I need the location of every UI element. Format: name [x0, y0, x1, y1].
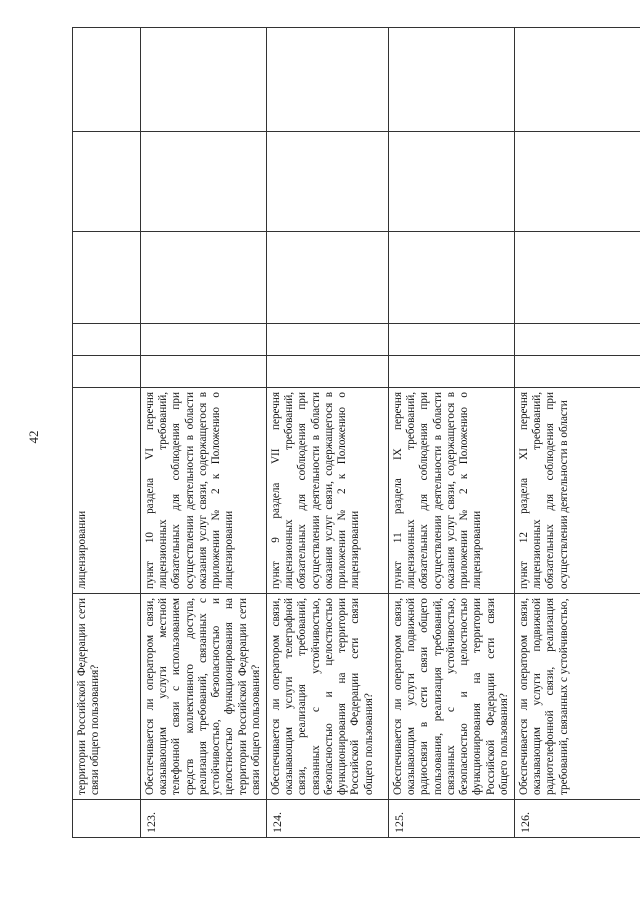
remarks-cell [266, 132, 388, 232]
question-cell: Обеспечивается ли оператором связи, оказывающим услуги подвижной радиосвязи в сети связи общего пользования, реализация требований, связанных с устойчивостью, безопасностью и целостностью функционирования на территории Российской Федерации сети связи общего пользования? [388, 594, 514, 800]
answer-no-cell [73, 324, 141, 356]
table-row [388, 28, 514, 838]
remarks-cell [514, 132, 640, 232]
reference-cell: пункт 12 раздела XI перечня лицензионных требований, обязательных для соблюдения при осуществлении деятельности в области [514, 388, 640, 594]
row-number: 126. [514, 800, 640, 838]
page-number: 42 [26, 430, 41, 444]
reference-cell: пункт 11 раздела IX перечня лицензионных требований, обязательных для соблюдения при осуществлении деятельности в области оказания услуг связи, содержащегося в приложении № 2 к Положению о лицензировании [388, 388, 514, 594]
answer-no-cell [266, 324, 388, 356]
answer-yes-cell [514, 356, 640, 388]
remarks-cell [141, 132, 267, 232]
notes-cell [266, 28, 388, 132]
table-row [266, 28, 388, 838]
notes-cell [388, 28, 514, 132]
row-number: 123. [141, 800, 267, 838]
answer-yes-cell [388, 356, 514, 388]
table-row [141, 28, 267, 838]
question-cell: Обеспечивается ли оператором связи, оказывающим услуги местной телефонной связи с использованием средств коллективного доступа, реализация требований, связанных с устойчивостью, безопасностью и целостностью функционирования на территории Российской Федерации сети связи общего пользования? [141, 594, 267, 800]
question-cell: Обеспечивается ли оператором связи, оказывающим услуги телеграфной связи, реализация требований, связанных с устойчивостью, безопасностью и целостностью функционирования на территории Российской Федерации сети связи общего пользования? [266, 594, 388, 800]
reference-cell: пункт 9 раздела VII перечня лицензионных требований, обязательных для соблюдения при осуществлении деятельности в области оказания услуг связи, содержащегося в приложении № 2 к Положению о лицензировании [266, 388, 388, 594]
answer-yes-cell [73, 356, 141, 388]
table-frame [72, 28, 632, 838]
answer-no-cell [514, 324, 640, 356]
not-applicable-cell [73, 232, 141, 324]
table-row [514, 28, 640, 838]
not-applicable-cell [514, 232, 640, 324]
not-applicable-cell [388, 232, 514, 324]
not-applicable-cell [141, 232, 267, 324]
question-cell: территории Российской Федерации сети связи общего пользования? [73, 594, 141, 800]
row-number [73, 800, 141, 838]
row-number: 125. [388, 800, 514, 838]
notes-cell [514, 28, 640, 132]
answer-no-cell [141, 324, 267, 356]
remarks-cell [388, 132, 514, 232]
reference-cell: лицензировании [73, 388, 141, 594]
rotated-table-container [72, 28, 632, 838]
reference-cell: пункт 10 раздела VI перечня лицензионных требований, обязательных для соблюдения при осуществлении деятельности в области оказания услуг связи, содержащегося в приложении № 2 к Положению о лицензировании [141, 388, 267, 594]
not-applicable-cell [266, 232, 388, 324]
answer-yes-cell [141, 356, 267, 388]
notes-cell [73, 28, 141, 132]
answer-no-cell [388, 324, 514, 356]
notes-cell [141, 28, 267, 132]
table-row [73, 28, 141, 838]
checklist-table [72, 27, 640, 838]
question-cell: Обеспечивается ли оператором связи, оказывающим услуги подвижной радиотелефонной связи, реализация требований, связанных с устойчивостью, [514, 594, 640, 800]
row-number: 124. [266, 800, 388, 838]
remarks-cell [73, 132, 141, 232]
answer-yes-cell [266, 356, 388, 388]
